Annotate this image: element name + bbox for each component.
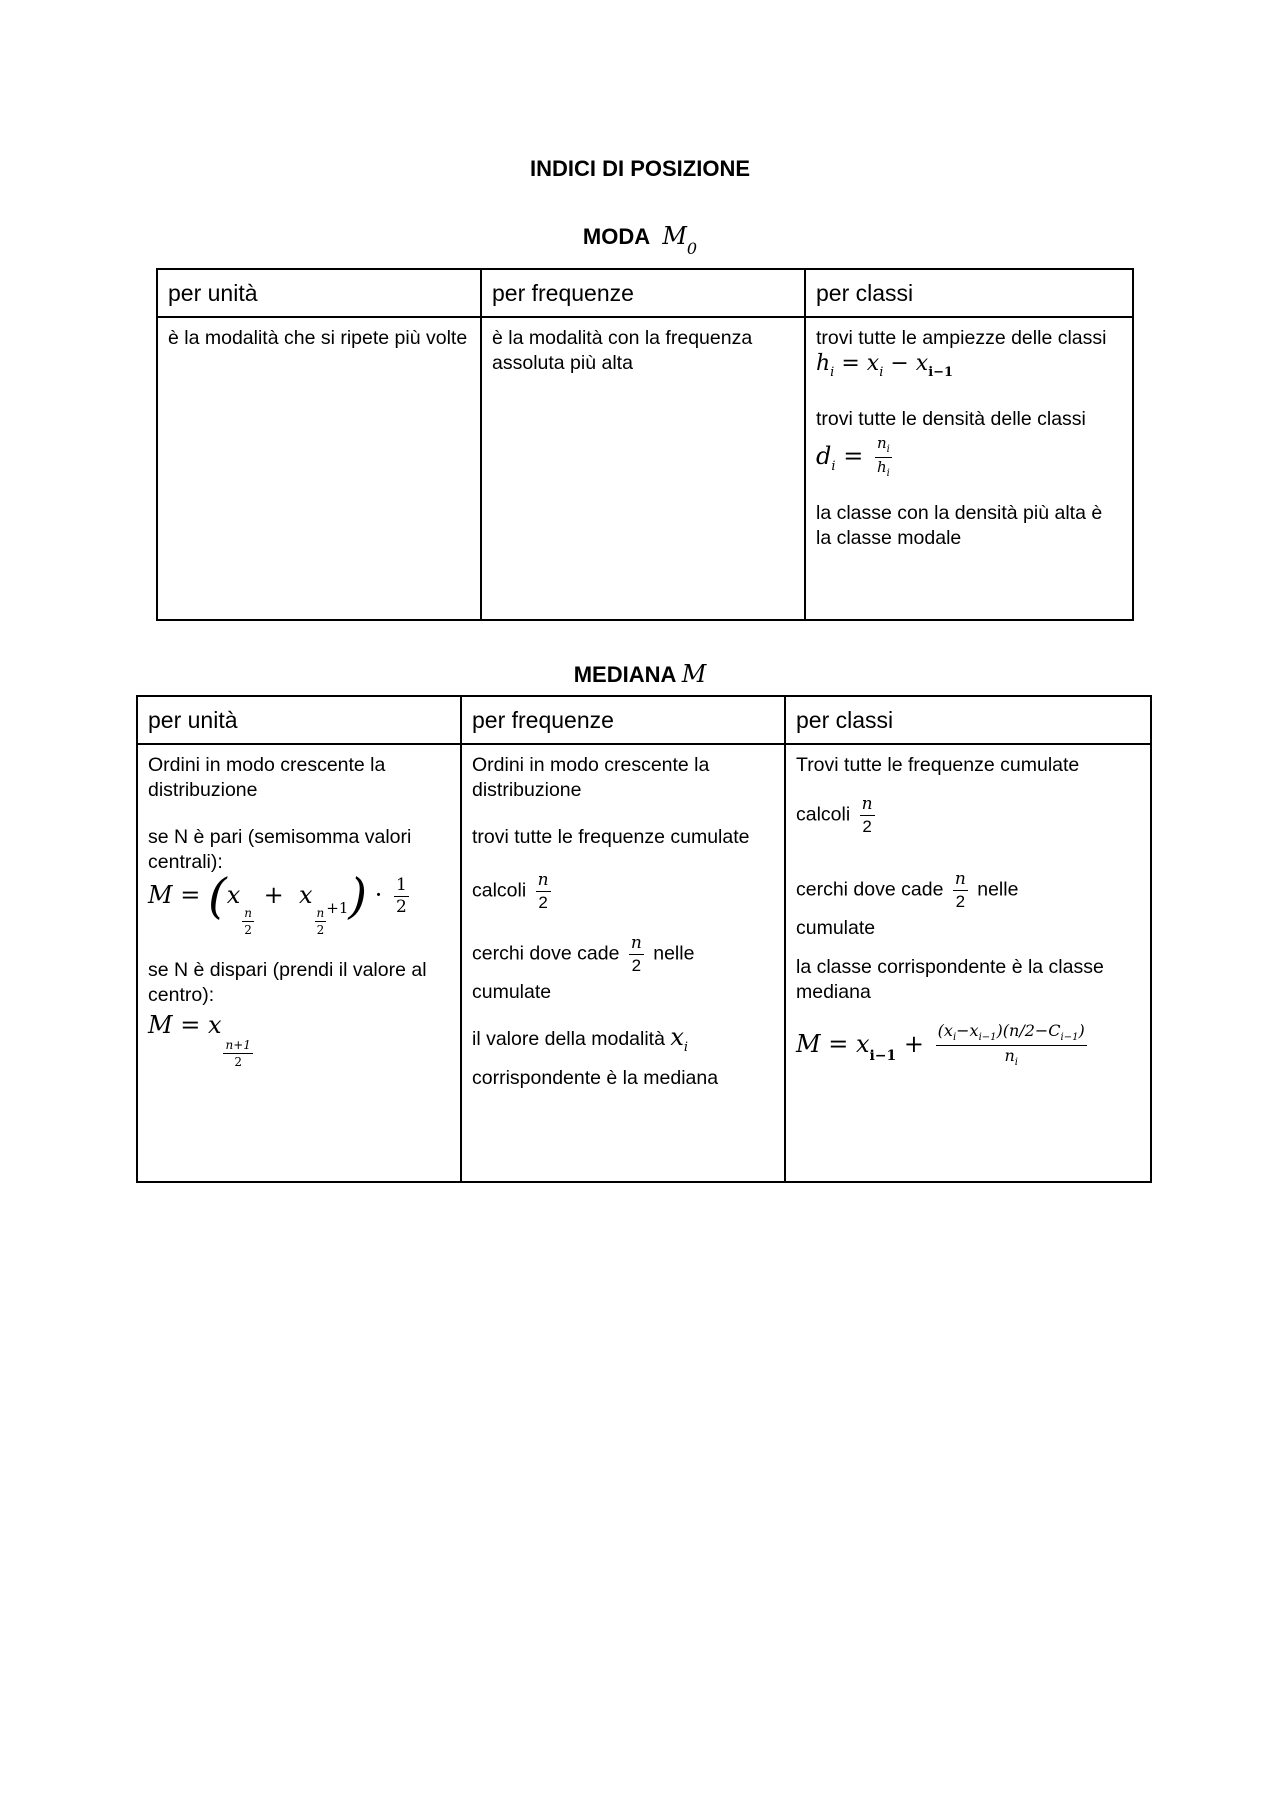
mediana-cell-unita — [137, 744, 461, 1182]
mediana-freq-calcoli: calcoli $\frac{n}{2}$ — [472, 870, 549, 912]
formula-densita: $d_i$ = $\frac{n_i}{h_i}$ — [816, 434, 890, 479]
formula-mediana-dispari: M = x $\frac{n+1}{2}$ — [148, 1011, 251, 1069]
moda-cell-unita: è la modalità che si ripete più volte — [157, 317, 481, 620]
moda-header-classi: per classi — [805, 269, 1133, 317]
mediana-freq-valore: il valore della modalità $x_i$ — [472, 1023, 689, 1055]
formula-mediana-classi: $M = x_{i-1}$ + $\frac{(x_i-x_{i-1})(n/2-C_{i-1})}{n_i}$ — [796, 1021, 1085, 1069]
mediana-classi-classe: la classe corrispondente è la classe mediana — [796, 956, 1104, 1003]
mediana-classi-calcoli: calcoli $\frac{n}{2}$ — [796, 794, 873, 836]
mediana-freq-cerchi: cerchi dove cade $\frac{n}{2}$ nelle — [472, 933, 695, 975]
mediana-freq-cumulate-label: cumulate — [472, 981, 552, 1003]
mediana-unita-ordina: Ordini in modo crescente la distribuzione — [148, 754, 386, 801]
moda-cell-classi — [805, 317, 1133, 620]
mediana-header-classi: per classi — [785, 696, 1151, 744]
moda-cell-frequenze: è la modalità con la frequenza assoluta più alta — [481, 317, 805, 620]
mediana-header-unita: per unità — [137, 696, 461, 744]
moda-classi-ampiezze: trovi tutte le ampiezze delle classi $h_i = x_i - x_{i-1}$ — [816, 327, 1107, 380]
mediana-classi-cumulate: Trovi tutte le frequenze cumulate — [796, 754, 1080, 776]
mediana-cell-classi — [785, 744, 1151, 1182]
page-title: INDICI DI POSIZIONE — [529, 156, 751, 181]
mediana-cell-frequenze — [461, 744, 785, 1182]
mediana-classi-cumulate-label: cumulate — [796, 917, 876, 939]
moda-header-frequenze: per frequenze — [481, 269, 805, 317]
moda-classi-modale: la classe con la densità più alta è la classe modale — [816, 502, 1103, 549]
moda-header-unita: per unità — [157, 269, 481, 317]
formula-xi: $x_i$ — [670, 1023, 689, 1055]
mediana-unita-pari: se N è pari (semisomma valori centrali): — [148, 826, 412, 873]
moda-table — [156, 268, 1134, 621]
moda-symbol: $M_0$ — [662, 222, 698, 258]
mediana-table — [136, 695, 1152, 1183]
mediana-classi-cerchi: cerchi dove cade $\frac{n}{2}$ nelle — [796, 869, 1019, 911]
formula-ampiezza: $h_i = x_i - x_{i-1}$ — [816, 351, 954, 380]
mediana-symbol: M — [681, 660, 707, 688]
moda-heading-text: MODA — [582, 224, 651, 249]
mediana-freq-cumulate: trovi tutte le frequenze cumulate — [472, 826, 750, 848]
mediana-heading — [0, 660, 1280, 688]
mediana-freq-ordina: Ordini in modo crescente la distribuzione — [472, 754, 710, 801]
mediana-header-frequenze: per frequenze — [461, 696, 785, 744]
mediana-heading-text: MEDIANA — [573, 662, 676, 687]
moda-classi-densita: trovi tutte le densità delle classi — [816, 408, 1086, 430]
formula-mediana-pari: M = (x $\frac{n}{2}$ + x $\frac{n}{2}$ $_{+1}$) · $\frac{1}{2}$ — [148, 868, 407, 937]
mediana-unita-dispari: se N è dispari (prendi il valore al centro): — [148, 959, 427, 1006]
mediana-freq-corrispondente: corrispondente è la mediana — [472, 1067, 719, 1089]
moda-heading — [0, 222, 1280, 258]
